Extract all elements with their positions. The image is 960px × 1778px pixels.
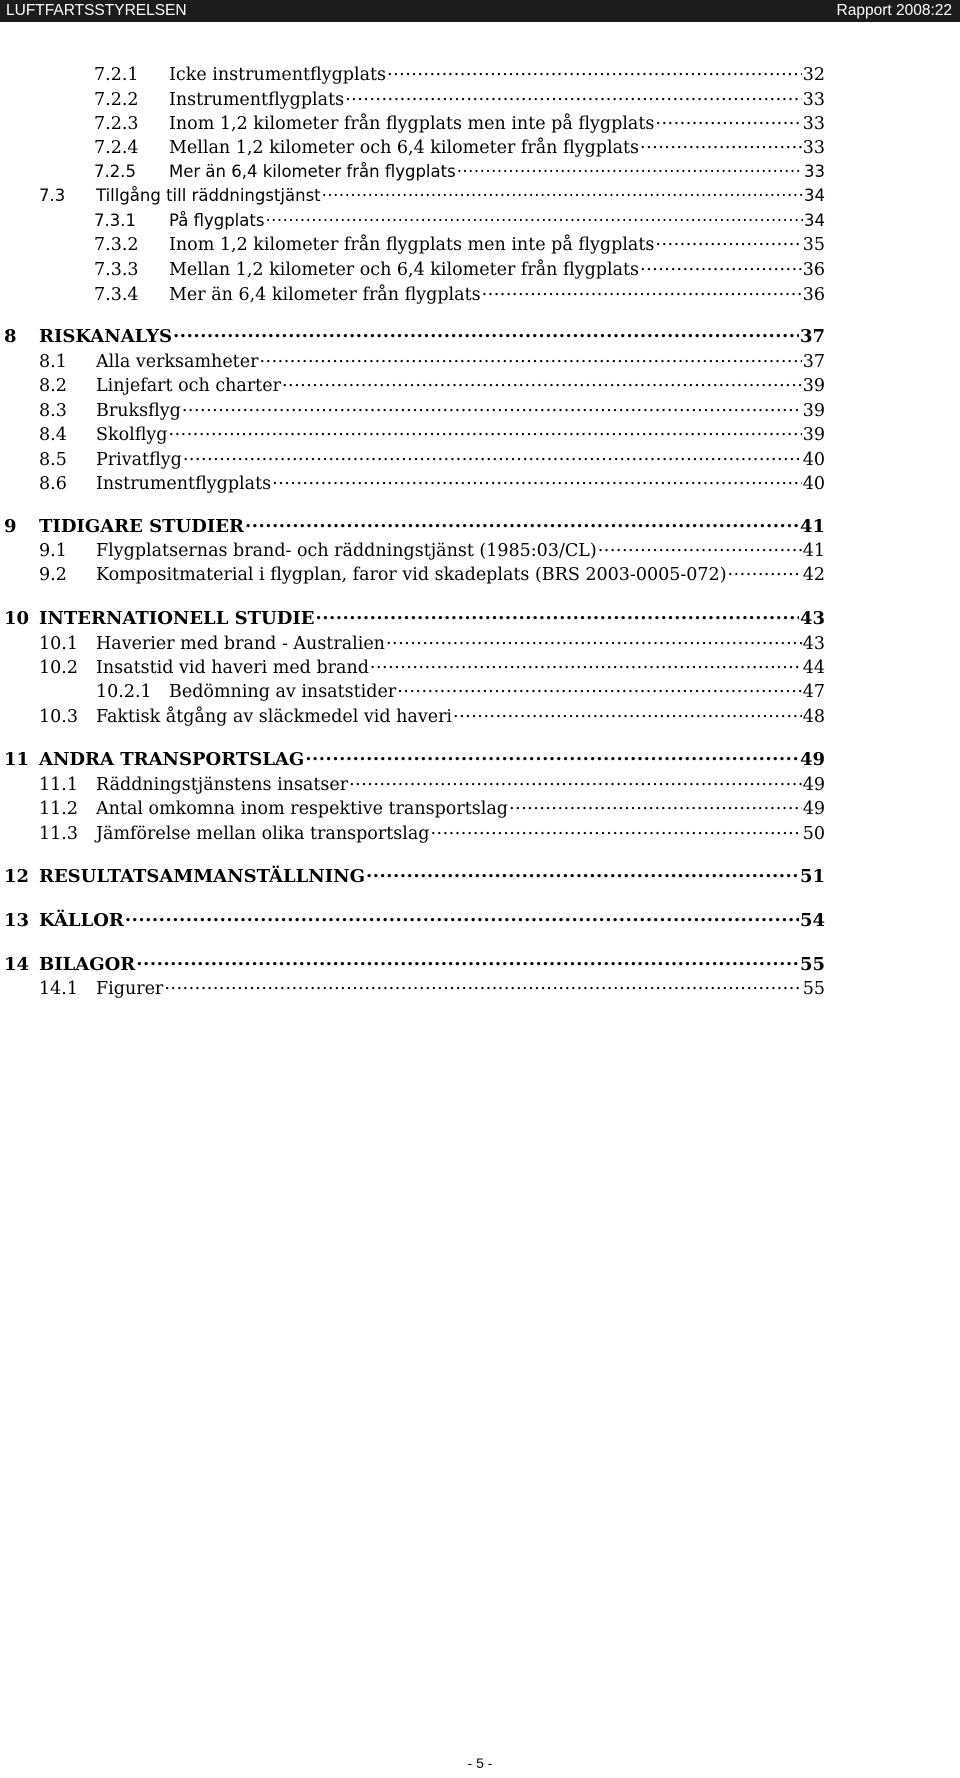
toc-entry-number: 7.2.5 bbox=[94, 162, 136, 181]
toc-entry-page: 33 bbox=[802, 138, 825, 158]
toc-entry-page: 36 bbox=[802, 260, 825, 280]
report-number: Rapport 2008:22 bbox=[836, 2, 952, 19]
toc-entry[interactable] bbox=[4, 514, 825, 540]
dot-leader bbox=[136, 952, 799, 970]
toc-entry-title: På flygplats bbox=[169, 211, 265, 230]
toc-entry-title: Skolflyg bbox=[96, 425, 168, 445]
toc-entry[interactable] bbox=[4, 606, 825, 632]
toc-entry[interactable] bbox=[39, 821, 825, 847]
toc-entry-page: 42 bbox=[802, 565, 825, 585]
dot-leader bbox=[655, 111, 801, 129]
toc-entry-page: 55 bbox=[802, 979, 825, 999]
toc-entry-number: 8.4 bbox=[39, 425, 67, 445]
toc-entry-page: 39 bbox=[802, 401, 825, 421]
toc-entry-number: 10.2 bbox=[39, 658, 78, 678]
toc-entry-title: Linjefart och charter bbox=[96, 376, 281, 396]
toc-entry-number: 8.6 bbox=[39, 474, 67, 494]
toc-entry-title: Haverier med brand - Australien bbox=[96, 634, 385, 654]
toc-entry-title: Alla verksamheter bbox=[96, 352, 259, 372]
toc-entry[interactable] bbox=[39, 471, 825, 497]
toc-entry-page: 37 bbox=[799, 326, 825, 347]
toc-entry-title: Mer än 6,4 kilometer från flygplats bbox=[169, 162, 456, 181]
dot-leader bbox=[509, 796, 802, 814]
dot-leader bbox=[349, 772, 802, 790]
toc-entry[interactable] bbox=[39, 976, 825, 1002]
toc-entry-page: 32 bbox=[802, 65, 825, 85]
toc-entry-title: Instrumentflygplats bbox=[169, 90, 345, 110]
dot-leader bbox=[169, 422, 802, 440]
toc-entry-title: Flygplatsernas brand- och räddningstjänst (1985:03/CL) bbox=[96, 541, 597, 561]
toc-entry-title: BILAGOR bbox=[39, 954, 136, 975]
toc-entry-number: 7.2.1 bbox=[94, 65, 139, 85]
toc-entry[interactable] bbox=[39, 398, 825, 424]
toc-entry-page: 39 bbox=[802, 425, 825, 445]
dot-leader bbox=[282, 373, 802, 391]
toc-entry-page: 34 bbox=[804, 186, 825, 205]
toc-entry[interactable] bbox=[39, 796, 825, 822]
toc-entry-number: 8 bbox=[4, 326, 17, 347]
toc-entry[interactable] bbox=[39, 631, 825, 657]
dot-leader bbox=[366, 864, 799, 882]
toc-entry-page: 51 bbox=[799, 866, 825, 887]
dot-leader bbox=[259, 349, 801, 367]
dot-leader bbox=[370, 655, 802, 673]
dot-leader bbox=[397, 679, 802, 697]
dot-leader bbox=[183, 447, 802, 465]
toc-entry-title: Icke instrumentflygplats bbox=[169, 65, 387, 85]
toc-entry-number: 11.1 bbox=[39, 775, 78, 795]
toc-entry-page: 34 bbox=[804, 211, 825, 230]
toc-entry-page: 33 bbox=[804, 162, 825, 181]
dot-leader bbox=[482, 282, 802, 300]
toc-entry-title: Instrumentflygplats bbox=[96, 474, 272, 494]
toc-entry[interactable] bbox=[39, 183, 825, 209]
toc-entry-title: Mellan 1,2 kilometer och 6,4 kilometer från flygplats bbox=[169, 138, 640, 158]
toc-entry-title: TIDIGARE STUDIER bbox=[39, 516, 244, 537]
toc-entry-page: 50 bbox=[802, 824, 825, 844]
toc-entry-number: 10 bbox=[4, 608, 30, 629]
toc-entry-title: Mellan 1,2 kilometer och 6,4 kilometer från flygplats bbox=[169, 260, 640, 280]
dot-leader bbox=[640, 257, 802, 275]
dot-leader bbox=[345, 87, 802, 105]
toc-entry-page: 44 bbox=[802, 658, 825, 678]
toc-entry-number: 7.2.3 bbox=[94, 114, 139, 134]
toc-entry-number: 10.3 bbox=[39, 707, 78, 727]
toc-entry-page: 49 bbox=[802, 799, 825, 819]
toc-entry-title: Bedömning av insatstider bbox=[169, 682, 397, 702]
toc-entry-number: 14.1 bbox=[39, 979, 78, 999]
toc-entry-number: 9 bbox=[4, 516, 17, 537]
toc-entry-number: 7.2.2 bbox=[94, 90, 139, 110]
toc-entry[interactable] bbox=[4, 747, 825, 773]
toc-entry-number: 13 bbox=[4, 910, 30, 931]
toc-entry-page: 41 bbox=[799, 516, 825, 537]
toc-entry-number: 7.3.1 bbox=[94, 211, 136, 230]
toc-entry[interactable] bbox=[39, 373, 825, 399]
toc-entry-title: ANDRA TRANSPORTSLAG bbox=[39, 749, 305, 770]
toc-entry[interactable] bbox=[4, 864, 825, 890]
dot-leader bbox=[386, 631, 802, 649]
toc-entry-title: Inom 1,2 kilometer från flygplats men inte på flygplats bbox=[169, 114, 655, 134]
toc-entry-title: Bruksflyg bbox=[96, 401, 181, 421]
toc-entry[interactable] bbox=[94, 282, 825, 308]
toc-entry[interactable] bbox=[4, 324, 825, 350]
dot-leader bbox=[173, 324, 799, 342]
toc-entry-page: 40 bbox=[802, 450, 825, 470]
dot-leader bbox=[728, 562, 802, 580]
dot-leader bbox=[272, 471, 802, 489]
toc-entry-number: 14 bbox=[4, 954, 30, 975]
dot-leader bbox=[182, 398, 802, 416]
toc-entry-page: 36 bbox=[802, 285, 825, 305]
toc-entry-page: 55 bbox=[799, 954, 825, 975]
dot-leader bbox=[315, 606, 798, 624]
toc-entry-number: 11.3 bbox=[39, 824, 78, 844]
toc-entry-title: KÄLLOR bbox=[39, 910, 124, 931]
toc-entry-title: Insatstid vid haveri med brand bbox=[96, 658, 369, 678]
toc-entry-number: 9.2 bbox=[39, 565, 67, 585]
dot-leader bbox=[125, 908, 799, 926]
toc-entry[interactable] bbox=[94, 135, 825, 161]
toc-entry-title: INTERNATIONELL STUDIE bbox=[39, 608, 315, 629]
toc-entry-page: 39 bbox=[802, 376, 825, 396]
toc-entry-number: 8.3 bbox=[39, 401, 67, 421]
toc-entry-page: 43 bbox=[802, 634, 825, 654]
toc-entry-number: 7.3.2 bbox=[94, 235, 139, 255]
toc-entry[interactable] bbox=[94, 257, 825, 283]
toc-entry-page: 54 bbox=[799, 910, 825, 931]
dot-leader bbox=[305, 747, 799, 765]
toc-entry-page: 33 bbox=[802, 90, 825, 110]
toc-entry[interactable] bbox=[94, 208, 825, 234]
toc-entry[interactable] bbox=[39, 704, 825, 730]
toc-entry[interactable] bbox=[4, 908, 825, 934]
dot-leader bbox=[457, 159, 803, 177]
toc-entry[interactable] bbox=[39, 422, 825, 448]
toc-entry-title: Figurer bbox=[96, 979, 164, 999]
toc-entry-number: 7.3 bbox=[39, 186, 66, 205]
toc-entry[interactable] bbox=[39, 655, 825, 681]
toc-entry-page: 49 bbox=[799, 749, 825, 770]
toc-entry-page: 48 bbox=[802, 707, 825, 727]
toc-entry[interactable] bbox=[39, 538, 825, 564]
dot-leader bbox=[430, 821, 801, 839]
toc-entry[interactable] bbox=[39, 349, 825, 375]
organization-name: LUFTFARTSSTYRELSEN bbox=[6, 2, 187, 19]
page-number: - 5 - bbox=[467, 1755, 493, 1771]
toc-entry[interactable] bbox=[94, 111, 825, 137]
toc-entry-number: 10.2.1 bbox=[96, 682, 152, 702]
toc-entry-title: Privatflyg bbox=[96, 450, 182, 470]
dot-leader bbox=[387, 62, 802, 80]
toc-entry-number: 8.5 bbox=[39, 450, 67, 470]
toc-entry[interactable] bbox=[96, 679, 825, 705]
toc-entry-number: 7.2.4 bbox=[94, 138, 139, 158]
toc-entry-title: Mer än 6,4 kilometer från flygplats bbox=[169, 285, 481, 305]
toc-entry-number: 9.1 bbox=[39, 541, 67, 561]
dot-leader bbox=[322, 183, 803, 201]
toc-entry[interactable] bbox=[94, 232, 825, 258]
toc-entry-title: Faktisk åtgång av släckmedel vid haveri bbox=[96, 707, 453, 727]
toc-entry-number: 12 bbox=[4, 866, 30, 887]
dot-leader bbox=[655, 232, 801, 250]
dot-leader bbox=[245, 514, 799, 532]
dot-leader bbox=[598, 538, 802, 556]
toc-entry-page: 43 bbox=[799, 608, 825, 629]
toc-entry-title: Kompositmaterial i flygplan, faror vid skadeplats (BRS 2003-0005-072) bbox=[96, 565, 727, 585]
toc-entry-title: Inom 1,2 kilometer från flygplats men inte på flygplats bbox=[169, 235, 655, 255]
toc-entry-number: 11 bbox=[4, 749, 30, 770]
toc-entry-title: Antal omkomna inom respektive transportslag bbox=[96, 799, 508, 819]
toc-entry[interactable] bbox=[39, 562, 825, 588]
toc-entry-number: 7.3.4 bbox=[94, 285, 139, 305]
dot-leader bbox=[265, 208, 803, 226]
toc-entry-title: RESULTATSAMMANSTÄLLNING bbox=[39, 866, 365, 887]
toc-entry[interactable] bbox=[39, 447, 825, 473]
toc-entry[interactable] bbox=[39, 772, 825, 798]
toc-entry-page: 37 bbox=[802, 352, 825, 372]
toc-entry-title: RISKANALYS bbox=[39, 326, 173, 347]
toc-entry[interactable] bbox=[94, 87, 825, 113]
toc-entry-page: 41 bbox=[802, 541, 825, 561]
toc-entry-number: 7.3.3 bbox=[94, 260, 139, 280]
toc-entry-number: 8.2 bbox=[39, 376, 67, 396]
toc-entry-title: Räddningstjänstens insatser bbox=[96, 775, 349, 795]
toc-entry-page: 33 bbox=[802, 114, 825, 134]
toc-entry-page: 49 bbox=[802, 775, 825, 795]
toc-entry[interactable] bbox=[4, 952, 825, 978]
dot-leader bbox=[453, 704, 802, 722]
toc-entry-number: 11.2 bbox=[39, 799, 78, 819]
toc-entry-title: Jämförelse mellan olika transportslag bbox=[96, 824, 430, 844]
toc-entry-title: Tillgång till räddningstjänst bbox=[96, 186, 321, 205]
toc-entry-page: 47 bbox=[802, 682, 825, 702]
dot-leader bbox=[640, 135, 802, 153]
toc-entry[interactable] bbox=[94, 159, 825, 185]
toc-entry-page: 40 bbox=[802, 474, 825, 494]
toc-entry-number: 10.1 bbox=[39, 634, 78, 654]
toc-entry-number: 8.1 bbox=[39, 352, 67, 372]
dot-leader bbox=[164, 976, 801, 994]
toc-entry-page: 35 bbox=[802, 235, 825, 255]
toc-entry[interactable] bbox=[94, 62, 825, 88]
